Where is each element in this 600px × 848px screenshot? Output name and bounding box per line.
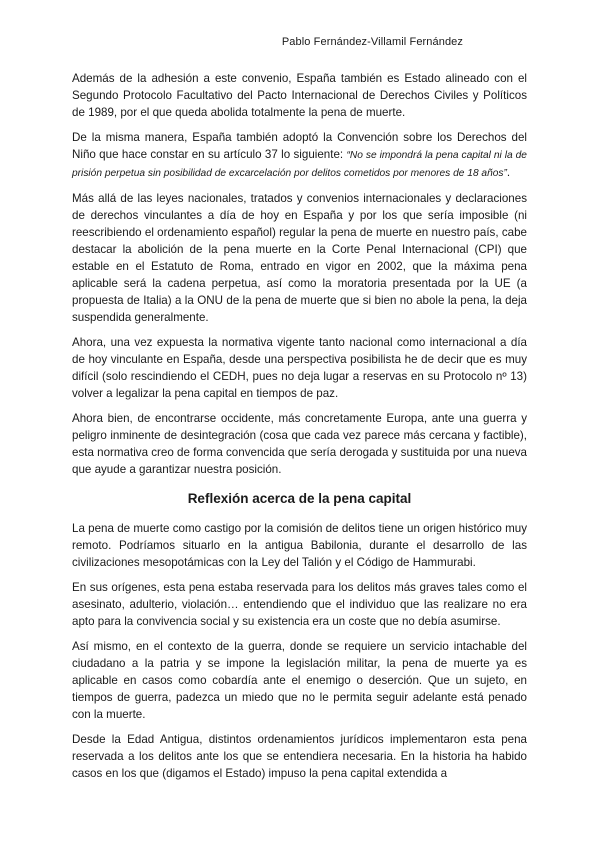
paragraph: La pena de muerte como castigo por la comisión de delitos tiene un origen histórico muy remoto. Podríamos situarlo en la antigua Babilonia, durante el desarrollo de las civilizaciones mesopotámicas con la Ley del Talión y el Código de Hammurabi. — [72, 522, 527, 569]
paragraph: Ahora, una vez expuesta la normativa vigente tanto nacional como internacional a día de hoy vinculante en España, desde una perspectiva posibilista he de decir que es muy difícil (solo rescindiendo el CEDH, pues no deja lugar a reservas en su Protocolo nº 13) volver a legalizar la pena capital en tiempos de paz. — [72, 336, 527, 400]
paragraph-crc-end: . — [506, 166, 511, 179]
paragraph: Además de la adhesión a este convenio, España también es Estado alineado con el Segundo Protocolo Facultativo del Pacto Internacional de Derechos Civiles y Políticos de 1989, por el que queda abolida totalmente la pena de muerte. — [72, 72, 527, 119]
paragraph: Así mismo, en el contexto de la guerra, donde se requiere un servicio intachable del ciudadano a la patria y se impone la legislación militar, la pena de muerte ya es aplicable en casos como cobardía ante el enemigo o deserción. Que un sujeto, en tiempos de guerra, padezca un miedo que no le permita seguir adelante está penado con la muerte. — [72, 640, 527, 721]
paragraph: Más allá de las leyes nacionales, tratados y convenios internacionales y declaraciones de derechos vinculantes a día de hoy en España y por los que sería imposible (ni reescribiendo el ordenamiento español) regular la pena de muerte en nuestro país, cabe destacar la abolición de la pena muerte en la Corte Penal Internacional (CPI) que estable en el Estatuto de Roma, entrado en vigor en 2002, que la máxima pena aplicable será la cadena perpetua, así como la moratoria presentada por la UE (a propuesta de Italia) a la ONU de la pena de muerte que si bien no abole la pena, la deja suspendida generalmente. — [72, 192, 527, 324]
section-title: Reflexión acerca de la pena capital — [187, 491, 412, 506]
page-header-author: Pablo Fernández-Villamil Fernández — [281, 36, 463, 48]
page-content — [72, 70, 527, 790]
paragraph: Ahora bien, de encontrarse occidente, más concretamente Europa, ante una guerra y peligro inminente de desintegración (cosa que cada vez parece más cercana y factible), esta normativa creo de forma convencida que sería derogada y sustituida por una nueva que ayude a garantizar nuestra posición. — [72, 412, 528, 476]
paragraph: Desde la Edad Antigua, distintos ordenamientos jurídicos implementaron esta pena reservada a los delitos ante los que se entendiera necesaria. En la historia ha habido casos en los que (digamos el Estado) impuso la pena capital extendida a — [72, 733, 527, 780]
paragraph: En sus orígenes, esta pena estaba reservada para los delitos más graves tales como el asesinato, adulterio, violación… entendiendo que el individuo que las realizare no era apto para la convivencia social y su existencia era un coste que no debía asumirse. — [72, 581, 527, 628]
paragraph-crc-quote: “No se impondrá la pena capital ni la de prisión perpetua sin posibilidad de excarcelación por delitos cometidos por menores de 18 años” — [72, 150, 527, 179]
paragraph-crc — [72, 129, 527, 182]
paragraph-crc-intro: De la misma manera, España también adoptó la Convención sobre los Derechos del Niño que hace constar en su artículo 37 lo siguiente: — [72, 131, 527, 161]
